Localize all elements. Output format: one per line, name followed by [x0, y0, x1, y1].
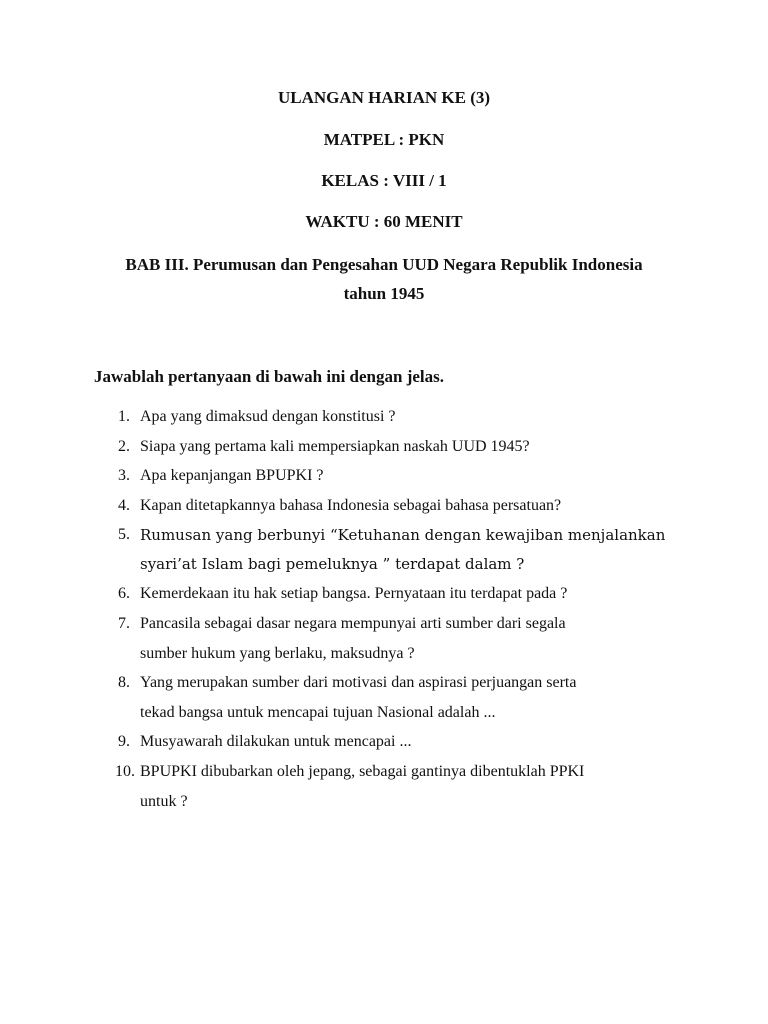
question-text: Kapan ditetapkannya bahasa Indonesia sebagai bahasa persatuan? [140, 497, 562, 514]
subject-line: MATPEL : PKN [323, 130, 445, 149]
question-text-line-2: syari’at Islam bagi pemeluknya ” terdapat dalam ? [140, 555, 525, 573]
question-text: Apa yang dimaksud dengan konstitusi ? [140, 408, 396, 425]
question-number: 9. [118, 733, 130, 750]
question-text: BPUPKI dibubarkan oleh jepang, sebagai gantinya dibentuklah PPKI [140, 763, 585, 780]
question-text: Siapa yang pertama kali mempersiapkan naskah UUD 1945? [140, 438, 530, 455]
question-text-line-2: sumber hukum yang berlaku, maksudnya ? [140, 645, 415, 662]
question-number: 10. [115, 763, 135, 780]
question-number: 3. [118, 467, 130, 484]
question-number: 5. [118, 526, 130, 543]
question-text: Yang merupakan sumber dari motivasi dan aspirasi perjuangan serta [140, 674, 577, 691]
question-number: 6. [118, 585, 130, 602]
exam-title: ULANGAN HARIAN KE (3) [277, 88, 491, 107]
question-text: Pancasila sebagai dasar negara mempunyai arti sumber dari segala [140, 615, 566, 632]
question-text-line-2: tekad bangsa untuk mencapai tujuan Nasional adalah ... [140, 704, 496, 721]
chapter-line-2: tahun 1945 [343, 284, 425, 303]
question-number: 4. [118, 497, 130, 514]
question-number: 1. [118, 408, 130, 425]
question-text-line-2: untuk ? [140, 793, 188, 810]
question-text: Rumusan yang berbunyi “Ketuhanan dengan kewajiban menjalankan [140, 526, 666, 544]
time-line: WAKTU : 60 MENIT [305, 212, 463, 231]
question-number: 2. [118, 438, 130, 455]
class-line: KELAS : VIII / 1 [321, 171, 447, 190]
instruction-text: Jawablah pertanyaan di bawah ini dengan jelas. [94, 367, 444, 386]
question-text: Apa kepanjangan BPUPKI ? [140, 467, 324, 484]
question-text: Musyawarah dilakukan untuk mencapai ... [140, 733, 412, 750]
question-number: 8. [118, 674, 130, 691]
question-text: Kemerdekaan itu hak setiap bangsa. Pernyataan itu terdapat pada ? [140, 585, 568, 602]
question-number: 7. [118, 615, 130, 632]
chapter-line-1: BAB III. Perumusan dan Pengesahan UUD Negara Republik Indonesia [125, 255, 643, 274]
